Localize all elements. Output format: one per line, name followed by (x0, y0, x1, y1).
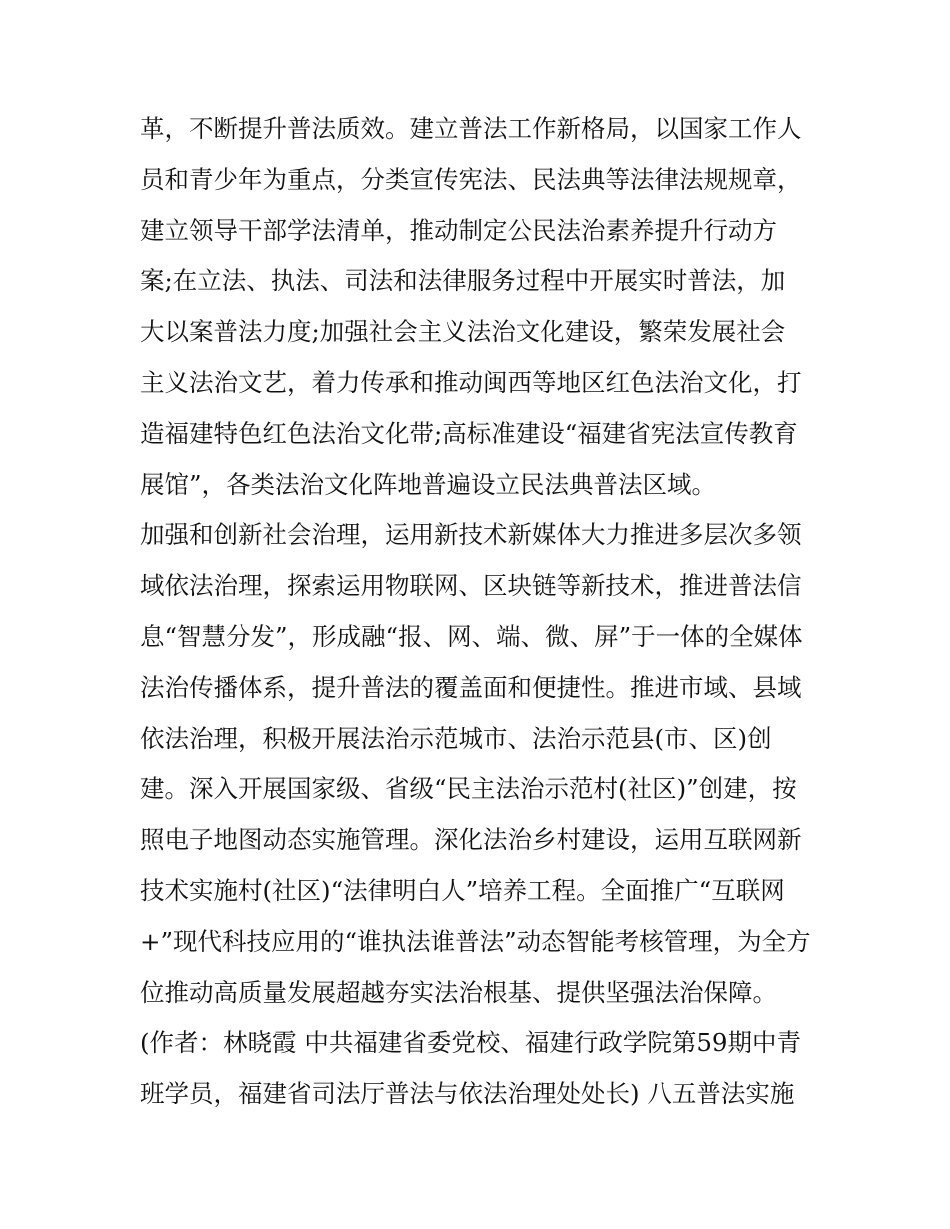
text-line-5: 大以案普法力度;加强社会主义法治文化建设，繁荣发展社会 (140, 317, 786, 347)
text-line-20: 班学员，福建省司法厅普法与依法治理处处长) 八五普法实施 (140, 1079, 795, 1109)
document-body (140, 104, 820, 1120)
text-line-18: 位推动高质量发展超越夯实法治根基、提供坚强法治保障。 (140, 977, 777, 1007)
text-line-11: 息“智慧分发”，形成融“报、网、端、微、屏”于一体的全媒体 (140, 621, 803, 651)
text-line-15: 照电子地图动态实施管理。深化法治乡村建设，运用互联网新 (140, 825, 802, 855)
text-line-4: 案;在立法、执法、司法和法律服务过程中开展实时普法，加 (140, 266, 786, 296)
text-line-9: 加强和创新社会治理，运用新技术新媒体大力推进多层次多领 (140, 520, 802, 550)
text-line-13: 依法治理，积极开展法治示范城市、法治示范县(市、区)创 (140, 723, 772, 753)
text-line-8: 展馆”，各类法治文化阵地普遍设立民法典普法区域。 (140, 469, 717, 499)
text-line-14: 建。深入开展国家级、省级“民主法治示范村(社区)”创建，按 (140, 774, 797, 804)
text-line-7: 造福建特色红色法治文化带;高标准建设“福建省宪法宣传教育 (140, 418, 798, 448)
text-line-17: +”现代科技应用的“谁执法谁普法”动态智能考核管理，为全方 (140, 926, 811, 956)
text-line-3: 建立领导干部学法清单，推动制定公民法治素养提升行动方 (140, 215, 777, 245)
text-line-12: 法治传播体系，提升普法的覆盖面和便捷性。推进市域、县域 (140, 672, 802, 702)
text-line-2: 员和青少年为重点，分类宣传宪法、民法典等法律法规规章， (140, 164, 802, 194)
text-line-19: (作者：林晓霞 中共福建省委党校、福建行政学院第59期中青 (140, 1028, 802, 1058)
text-line-6: 主义法治文艺，着力传承和推动闽西等地区红色法治文化，打 (140, 367, 802, 397)
text-line-1: 革，不断提升普法质效。建立普法工作新格局，以国家工作人 (140, 114, 802, 143)
text-line-10: 域依法治理，探索运用物联网、区块链等新技术，推进普法信 (140, 571, 802, 601)
text-line-16: 技术实施村(社区)“法律明白人”培养工程。全面推广“互联网 (140, 875, 785, 905)
